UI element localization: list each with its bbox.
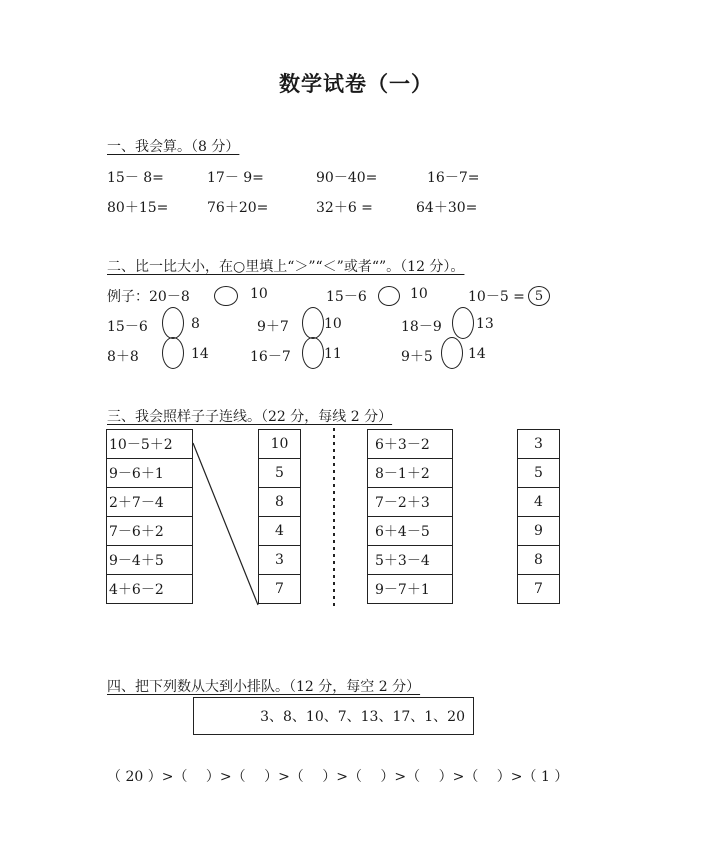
- compare-left: 20－8: [149, 289, 190, 305]
- calc-item: 32＋6 =: [316, 200, 373, 216]
- compare-right: 11: [324, 346, 342, 362]
- answer-cell[interactable]: 5: [517, 458, 560, 488]
- answer-cell[interactable]: 3: [258, 545, 301, 575]
- answer-cell[interactable]: 10: [258, 429, 301, 459]
- calc-item: 64＋30=: [416, 200, 478, 216]
- compare-left: 15－6: [107, 319, 148, 335]
- calc-item: 15－ 8=: [107, 170, 164, 186]
- example-connecting-line: [193, 443, 258, 605]
- order-answer-line[interactable]: （ 20 ）>（ ）>（ ）>（ ）>（ ）>（ ）>（ ）>（ 1 ）: [107, 769, 569, 785]
- answer-cell[interactable]: 7: [517, 574, 560, 604]
- compare-left: 18－9: [401, 319, 442, 335]
- section1-heading-text: 一、我会算。: [107, 139, 191, 155]
- answer-cell[interactable]: 7: [258, 574, 301, 604]
- expression-cell[interactable]: 6＋3－2: [367, 429, 453, 459]
- calc-item: 80＋15=: [107, 200, 169, 216]
- section3-heading: 三、我会照样子子连线。（22 分，每线 2 分）: [107, 409, 393, 425]
- expression-cell[interactable]: 10－5＋2: [106, 429, 193, 459]
- calc-item: 76＋20=: [207, 200, 269, 216]
- compare-left: 9＋5: [401, 349, 433, 365]
- answer-cell[interactable]: 9: [517, 516, 560, 546]
- numbers-list: 3、8、10、7、13、17、1、20: [260, 709, 465, 725]
- expression-cell[interactable]: 9－6＋1: [106, 458, 193, 488]
- compare-left: 15－6: [326, 289, 367, 305]
- answer-cell[interactable]: 4: [258, 516, 301, 546]
- compare-left: 16－7: [250, 349, 291, 365]
- section4-heading: 四、把下列数从大到小排队。（12 分，每空 2 分）: [107, 679, 421, 695]
- compare-right: 8: [191, 316, 200, 332]
- answer-cell[interactable]: 8: [258, 487, 301, 517]
- expression-cell[interactable]: 9－4＋5: [106, 545, 193, 575]
- calc-item: 16－7=: [427, 170, 480, 186]
- numbers-box: [193, 697, 474, 735]
- expression-cell[interactable]: 2＋7－4: [106, 487, 193, 517]
- compare-right: 10: [250, 286, 268, 302]
- answer-cell[interactable]: 4: [517, 487, 560, 517]
- compare-right: 14: [468, 346, 486, 362]
- compare-right: 14: [191, 346, 209, 362]
- compare-left: 10－5 =: [468, 289, 525, 305]
- expression-cell[interactable]: 5＋3－4: [367, 545, 453, 575]
- expression-cell[interactable]: 9－7＋1: [367, 574, 453, 604]
- calc-item: 17－ 9=: [207, 170, 264, 186]
- answer-cell[interactable]: 5: [258, 458, 301, 488]
- compare-circle-answer: 5: [528, 286, 550, 306]
- compare-right: 13: [476, 316, 494, 332]
- compare-left: 8＋8: [107, 349, 139, 365]
- answer-cell[interactable]: 8: [517, 545, 560, 575]
- page-title: 数学试卷（一）: [279, 72, 433, 96]
- answer-cell[interactable]: 3: [517, 429, 560, 459]
- expression-cell[interactable]: 7－2＋3: [367, 487, 453, 517]
- compare-right: 10: [410, 286, 428, 302]
- expression-cell[interactable]: 6＋4－5: [367, 516, 453, 546]
- calc-item: 90－40=: [316, 170, 378, 186]
- section1-score: （8 分）: [191, 139, 240, 155]
- compare-right: 10: [324, 316, 342, 332]
- example-label-text: 例子：: [107, 289, 149, 305]
- expression-cell[interactable]: 8－1＋2: [367, 458, 453, 488]
- compare-left: 9＋7: [257, 319, 289, 335]
- expression-cell[interactable]: 7－6＋2: [106, 516, 193, 546]
- section2-heading: 二、比一比大小，在○里填上“＞”“＜”或者“”。（12 分）。: [107, 259, 465, 275]
- expression-cell[interactable]: 4＋6－2: [106, 574, 193, 604]
